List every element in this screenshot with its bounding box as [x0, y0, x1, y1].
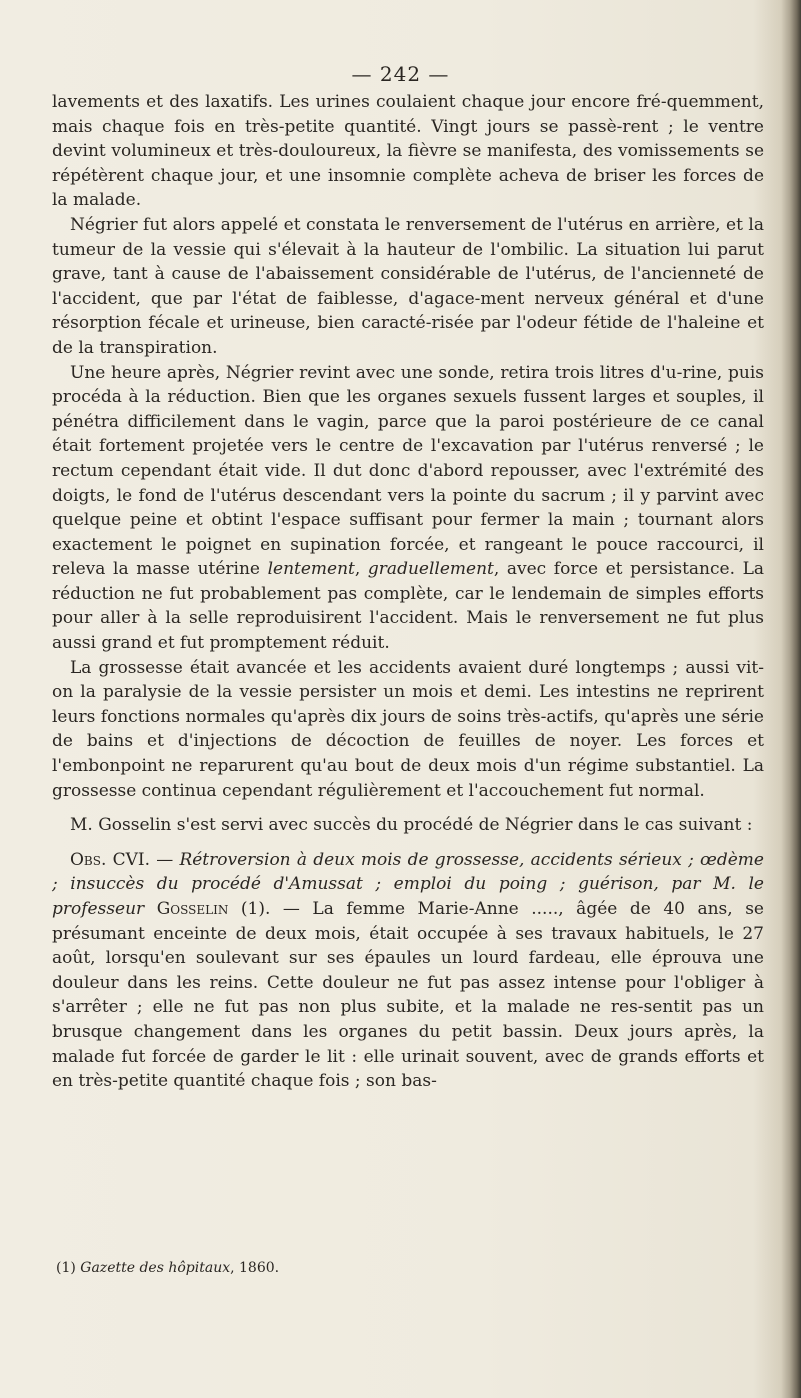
emphasis-lentement: lentement — [267, 559, 355, 580]
emphasis-graduellement: graduellement — [367, 559, 494, 580]
footnote-marker: (1) — [56, 1260, 81, 1276]
spacer — [52, 803, 764, 813]
paragraph-3-separator: , — [354, 559, 368, 580]
observation-label: Obs. CVI. — — [70, 849, 180, 870]
observation-paragraph — [52, 848, 764, 1094]
page-number: — 242 — — [351, 62, 450, 86]
paragraph-4: La grossesse était avancée et les accidents avaient duré longtemps ; aussi vit-on la paralysie de la vessie persister un mois et demi. Les intestins ne reprirent leurs fonctions normales qu'après dix jours de soins très-actifs, qu'après une série de bains et d'injections de décoction de feuilles de noyer. Les forces et l'embonpoint ne reparurent qu'au bout de deux mois d'un régime substantiel. La grossesse continua cependant régulièrement et l'accouchement fut normal. — [52, 657, 764, 801]
binding-shadow — [781, 0, 801, 1398]
paragraph-3-text-b: , avec force et persistance. La réduction ne fut probablement pas complète, car le lendemain de simples efforts pour aller à la selle reproduisirent l'accident. Mais le renversement ne fut plus aussi grand et fut promptement réduit. — [52, 559, 765, 654]
footnote-year: , 1860. — [230, 1260, 280, 1276]
footnote-reference: (1). — — [228, 899, 313, 919]
observation-body: La femme Marie-Anne ....., âgée de 40 ans, se présumant enceinte de deux mois, était occupée à ses travaux habituels, le 27 août, lorsqu'en soulevant sur ses épaules un lourd fardeau, elle éprouva une douleur dans les reins. Cette douleur ne fut pas assez intense pour l'obliger à s'arrêter ; elle ne fut pas non plus subite, et la malade ne res-sentit pas un brusque changement dans les organes du petit bassin. Deux jours après, la malade fut forcée de garder le lit : elle urinait souvent, avec de grands efforts et en très-petite quantité chaque fois ; son bas- — [52, 899, 764, 1092]
spacer — [52, 838, 764, 848]
observation-author: Gosselin — [156, 899, 229, 919]
paragraph-3 — [52, 361, 764, 656]
paragraph-3-text-a: Une heure après, Négrier revint avec une sonde, retira trois litres d'u-rine, puis procéda à la réduction. Bien que les organes sexuels fussent larges et souples, il pénétra difficilement dans le vagin, parce que la paroi postérieure de ce canal était fortement projetée vers le centre de l'excavation par l'utérus renversé ; le rectum cependant était vide. Il dut donc d'abord repousser, avec l'extrémité des doigts, le fond de l'utérus descendant vers la pointe du sacrum ; il y parvint avec quelque peine et obtint l'espace suffisant pour fermer la main ; tournant alors exactement le poignet en supination forcée, et rangeant le pouce raccourci, il releva la masse utérine — [52, 362, 764, 580]
footnote-source: Gazette des hôpitaux — [80, 1260, 231, 1276]
footnote — [56, 1258, 756, 1278]
paragraph-2: Négrier fut alors appelé et constata le renversement de l'utérus en arrière, et la tumeur de la vessie qui s'élevait à la hauteur de l'ombilic. La situation lui parut grave, tant à cause de l'abaissement considérable de l'utérus, de l'ancienneté de l'accident, que par l'état de faiblesse, d'agace-ment nerveux général et d'une résorption fécale et urineuse, bien caracté-risée par l'odeur fétide de l'haleine et de la transpiration. — [52, 214, 764, 358]
paragraph-1: lavements et des laxatifs. Les urines coulaient chaque jour encore fré-quemment, mais chaque fois en très-petite quantité. Vingt jours se passè-rent ; le ventre devint volumineux et très-douloureux, la fièvre se manifesta, des vomissements se répétèrent chaque jour, et une insomnie complète acheva de briser les forces de la malade. — [52, 92, 764, 211]
paragraph-5: M. Gosselin s'est servi avec succès du procédé de Négrier dans le cas suivant : — [70, 815, 753, 836]
observation-title: Rétroversion à deux mois de grossesse, accidents sérieux ; œdème ; insuccès du procédé d'Amussat ; emploi du poing ; guérison, par M. le professeur — [52, 849, 764, 919]
body-text — [52, 90, 764, 1094]
